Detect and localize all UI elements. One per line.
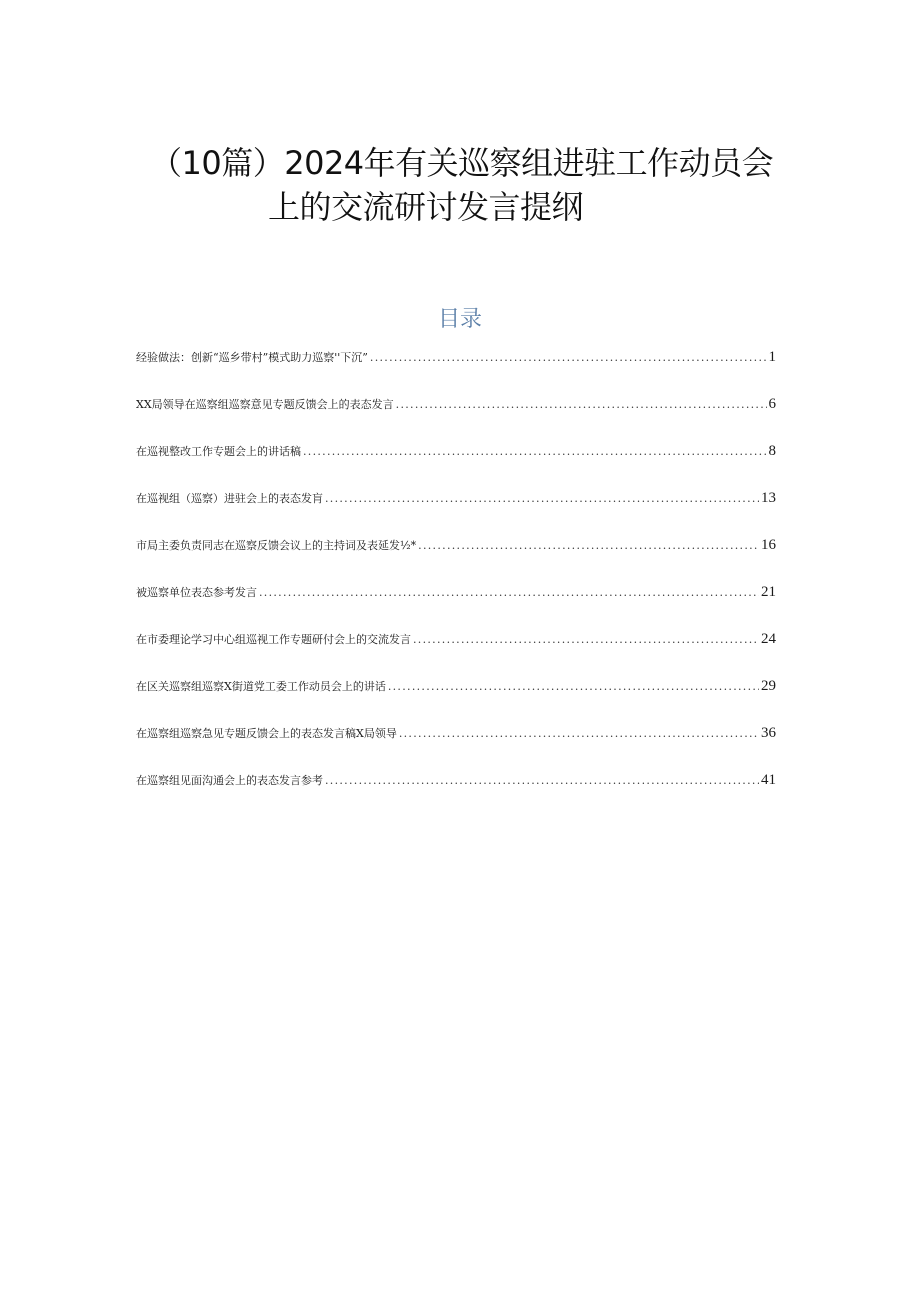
toc-entry[interactable] — [136, 490, 776, 537]
toc-dot-leader — [325, 774, 759, 787]
toc-dot-leader — [388, 680, 759, 693]
table-of-contents — [136, 349, 776, 819]
toc-entry[interactable] — [136, 349, 776, 396]
toc-entry-title: 在巡察组巡察急见专题反馈会上的表态发言稿X局领导 — [136, 727, 397, 740]
toc-entry-page: 8 — [768, 443, 776, 459]
document-title-line-2: 上的交流研讨发言提纲 — [268, 188, 584, 226]
toc-entry-page: 21 — [761, 584, 776, 600]
toc-entry-title: XX局领导在巡察组巡察意见专题反馈会上的表态发言 — [136, 398, 394, 411]
document-title-line-1: （10篇）2024年有关巡察组进驻工作动员会 — [150, 144, 774, 182]
toc-entry-page: 41 — [761, 772, 776, 788]
toc-entry-page: 13 — [761, 490, 776, 506]
toc-entry[interactable] — [136, 678, 776, 725]
toc-entry-page: 24 — [761, 631, 776, 647]
toc-entry-page: 1 — [768, 349, 776, 365]
toc-entry[interactable] — [136, 584, 776, 631]
toc-entry[interactable] — [136, 725, 776, 772]
toc-dot-leader — [303, 445, 767, 458]
toc-dot-leader — [399, 727, 759, 740]
toc-entry[interactable] — [136, 443, 776, 490]
toc-entry[interactable] — [136, 537, 776, 584]
toc-entry-title: 在巡视组（巡察）进驻会上的表态发肓 — [136, 492, 323, 505]
toc-entry-title: 在巡视整改工作专题会上的讲话稿 — [136, 445, 301, 458]
toc-dot-leader — [370, 351, 767, 364]
toc-dot-leader — [396, 398, 767, 411]
toc-entry-title: 被巡察单位表态参考发言 — [136, 586, 257, 599]
toc-dot-leader — [418, 539, 759, 552]
toc-entry-title: 市局主委负责同志在巡察反馈会议上的主持词及表延发½* — [136, 539, 417, 552]
toc-entry-page: 6 — [768, 396, 776, 412]
toc-entry-page: 16 — [761, 537, 776, 553]
toc-entry[interactable] — [136, 396, 776, 443]
toc-entry[interactable] — [136, 772, 776, 819]
toc-entry-page: 36 — [761, 725, 776, 741]
toc-entry-title: 在区关巡察组巡察X街道党工委工作动员会上的讲话 — [136, 680, 386, 693]
toc-entry-page: 29 — [761, 678, 776, 694]
toc-entry[interactable] — [136, 631, 776, 678]
toc-heading: 目录 — [437, 307, 482, 332]
toc-entry-title: 在巡察组见面沟通会上的表态发言参考 — [136, 774, 323, 787]
toc-dot-leader — [259, 586, 759, 599]
toc-entry-title: 经验做法：创新“巡乡带村”模式助力巡察''下沉” — [136, 351, 368, 364]
toc-dot-leader — [325, 492, 759, 505]
toc-entry-title: 在市委理论学习中心组巡视工作专题研付会上的交流发言 — [136, 633, 411, 646]
toc-dot-leader — [413, 633, 759, 646]
